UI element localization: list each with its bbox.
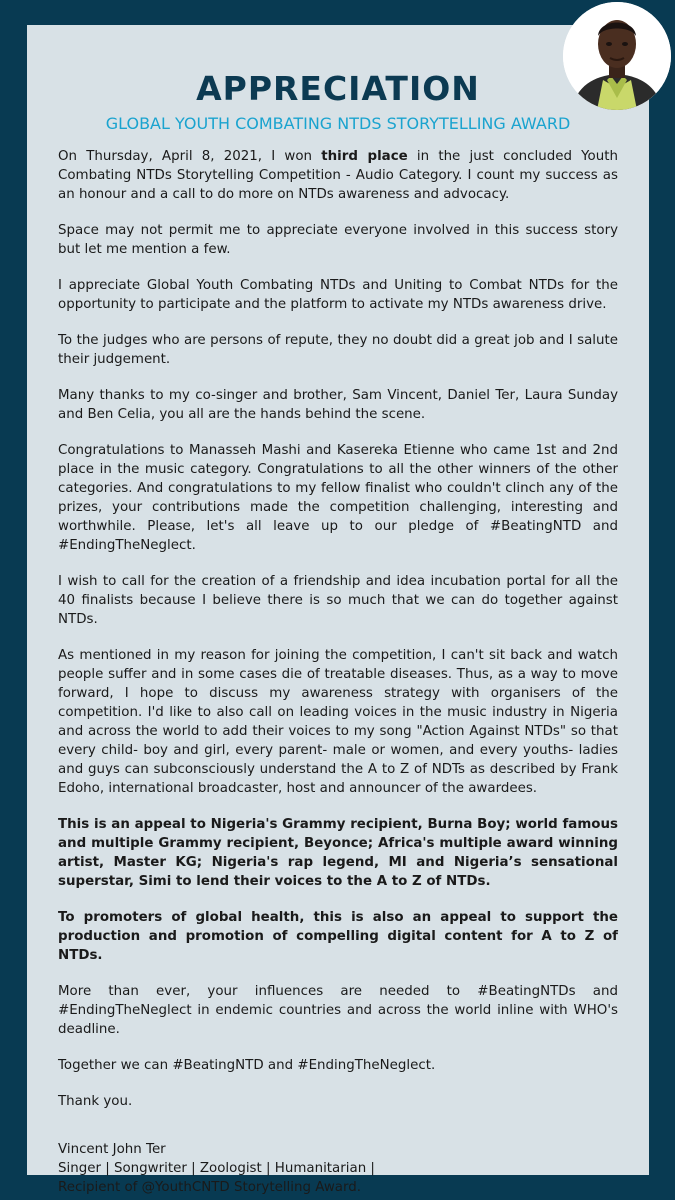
- paragraph-7: I wish to call for the creation of a friendship and idea incubation portal for all the 40 finalists because I believe there is so much that we can do together against NTDs.: [58, 574, 618, 627]
- paragraph-12: Together we can #BeatingNTD and #EndingTheNeglect.: [58, 1058, 436, 1073]
- paragraph-6: Congratulations to Manasseh Mashi and Kasereka Etienne who came 1st and 2nd place in the music category. Congratulations to all the other winners of the other categories. And congratulations to my fellow finalist who couldn't clinch any of the prizes, your contributions made the competition challenging, interesting and worthwhile. Please, let's all leave up to our pledge of #BeatingNTD and #EndingTheNeglect.: [58, 443, 618, 553]
- paragraph-1-end: in the just concluded Youth Combating NTDs Storytelling Competition - Audio Category. I count my success as an honour and a call to do more on NTDs awareness and advocacy.: [58, 149, 618, 202]
- paragraph-5: Many thanks to my co-singer and brother, Sam Vincent, Daniel Ter, Laura Sunday and Ben Celia, you all are the hands behind the scene.: [58, 388, 618, 422]
- appeal-paragraph: This is an appeal to Nigeria's Grammy recipient, Burna Boy; world famous and multiple Grammy recipient, Beyonce; Africa's multiple award winning artist, Master KG; Nigeria's rap legend, MI and Nigeria’s sensational superstar, Simi to lend their voices to the A to Z of NTDs.: [58, 817, 618, 889]
- thank-you: Thank you.: [58, 1094, 133, 1109]
- paragraph-1-start: On Thursday, April 8, 2021, I won: [58, 149, 322, 164]
- signature-roles: Singer | Songwriter | Zoologist | Humanitarian |: [58, 1161, 375, 1176]
- third-place-emphasis: third place: [321, 149, 408, 164]
- paragraph-8: As mentioned in my reason for joining the competition, I can't sit back and watch people suffer and in some cases die of treatable diseases. Thus, as a way to move forward, I hope to discuss my awareness strategy with organisers of the competition. I'd like to also call on leading voices in the music industry in Nigeria and across the world to add their voices to my song "Action Against NTDs" so that every child- boy and girl, every parent- male or women, and every youths- ladies and guys can subconsciously understand the A to Z of NDTs as described by Frank Edoho, international broadcaster, host and announcer of the awardees.: [58, 648, 618, 796]
- appreciation-card: [27, 25, 649, 1195]
- paragraph-3: I appreciate Global Youth Combating NTDs and Uniting to Combat NTDs for the opportunity to participate and the platform to activate my NTDs awareness drive.: [58, 278, 618, 312]
- page-title: APPRECIATION: [196, 69, 480, 108]
- page-subtitle: GLOBAL YOUTH COMBATING NTDS STORYTELLING AWARD: [105, 114, 571, 133]
- signature-award: Recipient of @YouthCNTD Storytelling Award.: [58, 1180, 362, 1195]
- paragraph-1: [58, 147, 618, 204]
- portrait-image: [563, 2, 671, 110]
- promoters-appeal-paragraph: To promoters of global health, this is also an appeal to support the production and promotion of compelling digital content for A to Z of NTDs.: [58, 910, 618, 963]
- signature-block: [58, 1140, 618, 1197]
- author-photo: [563, 2, 671, 110]
- letter-body: [58, 147, 618, 1197]
- paragraph-4: To the judges who are persons of repute, they no doubt did a great job and I salute their judgement.: [58, 333, 618, 367]
- paragraph-2: Space may not permit me to appreciate everyone involved in this success story but let me mention a few.: [58, 223, 618, 257]
- signature-name: Vincent John Ter: [58, 1142, 166, 1157]
- paragraph-11: More than ever, your influences are needed to #BeatingNTDs and #EndingTheNeglect in endemic countries and across the world inline with WHO's deadline.: [58, 984, 618, 1037]
